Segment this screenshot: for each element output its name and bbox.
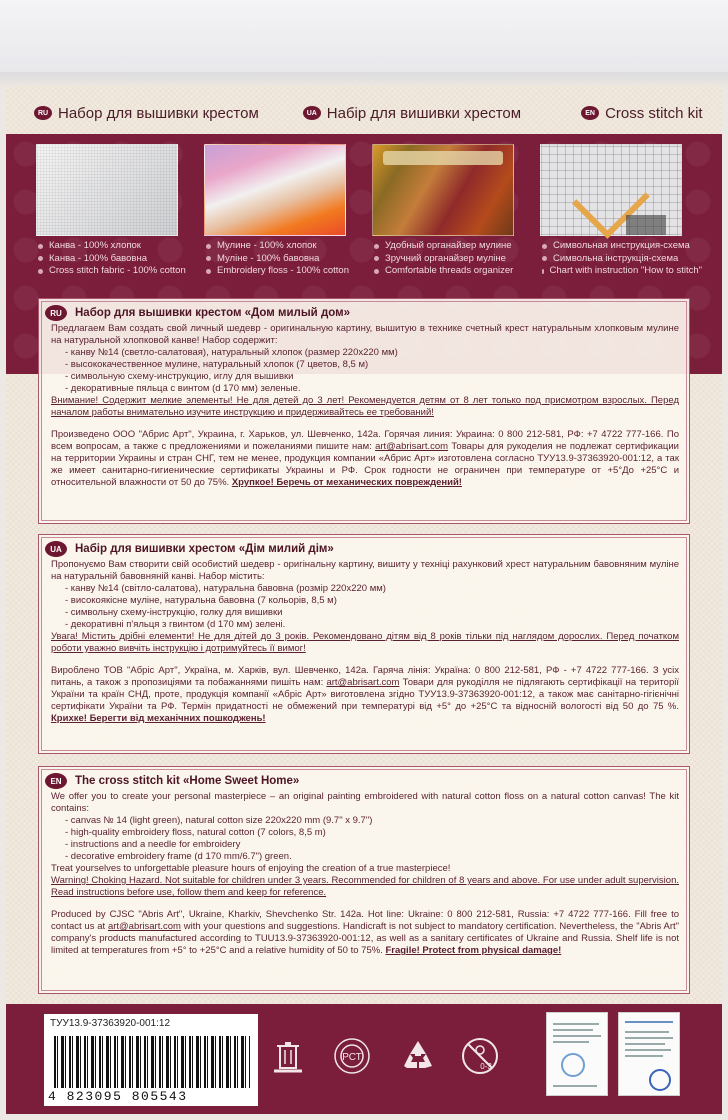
ru-item: - высококачественное мулине, натуральный хлопок (7 цветов, 8,5 м): [65, 359, 369, 370]
panel-en-title: The cross stitch kit «Home Sweet Home»: [75, 775, 300, 787]
caption-text: Канва - 100% хлопок: [49, 240, 141, 251]
en-item: - high-quality embroidery floss, natural cotton (7 colors, 8,5 m): [65, 827, 326, 838]
stamp-icon: [649, 1069, 671, 1091]
ru-email-link[interactable]: art@abrisart.com: [375, 441, 449, 452]
lang-badge-ru: RU: [34, 106, 52, 120]
ru-item: - канву №14 (светло-салатовая), натуральный хлопок (размер 220х220 мм): [65, 347, 398, 358]
bullet-icon: [542, 244, 547, 249]
ru-warning: Внимание! Содержит мелкие элементы! Не для детей до 3 лет! Рекомендуется детям от 8 лет только под присмотром взрослых. Перед началом работы внимательно изучите инструкцию и придерживайтесь ее требований!: [51, 395, 679, 418]
caption: [206, 253, 366, 266]
certification-mark-icon: [332, 1036, 372, 1076]
caption: [38, 240, 198, 253]
bullet-icon: [374, 269, 379, 274]
caption: [542, 253, 702, 266]
barcode-number: 4 823095 805543: [48, 1089, 188, 1104]
title-ru-text: Набор для вышивки крестом: [58, 104, 259, 122]
cert-mark-text: РСТ: [342, 1052, 362, 1063]
caption: [542, 240, 702, 253]
title-en-text: Cross stitch kit: [605, 104, 703, 122]
feature-captions-1: [38, 240, 198, 278]
en-producer-b: with your questions and suggestions. Handicraft is not subject to mandatory certification. Nevertheless, the "Abris Art" company's products manufactured according to TUU13.9-37363920-001:12, as well as a sanitary certificates of Ukraine and Russia. Shelf life is not limited at temperatures from +5° to +25°C and a relative humidity of 50 to 75%.: [51, 921, 680, 956]
caption: [542, 265, 702, 278]
panel-en: [38, 766, 690, 994]
caption: [206, 240, 366, 253]
en-item: - canvas № 14 (light green), natural cotton size 220x220 mm (9.7" x 9.7"): [65, 815, 373, 826]
certificate-doc-1: [546, 1012, 608, 1096]
feature-captions-3: [374, 240, 534, 278]
title-en: [581, 105, 703, 122]
ru-producer-a: Произведено ООО "Абрис Арт", Украина, г. Харьков, ул. Шевченко, 142а. Горячая линия: Украина: 0 800 212-581, РФ: +7 4722 777-166. По всем вопросам, а также с предложениями и пожеланиями пишите нам:: [51, 429, 679, 452]
caption-text: Chart with instruction "How to stitch": [549, 265, 702, 276]
embroidery-floss-image: [204, 144, 346, 236]
panel-ru: [38, 298, 690, 524]
caption: [38, 265, 198, 278]
seal-icon: [561, 1053, 585, 1077]
tu-code: ТУУ13.9-37363920-001:12: [50, 1018, 171, 1029]
stitch-chart-image: [540, 144, 682, 236]
organizer-card: [383, 151, 503, 165]
title-ua-text: Набір для вишивки хрестом: [326, 104, 522, 122]
ua-item: - канву №14 (світло-салатова), натуральна бавовна (розмір 220х220 мм): [65, 583, 386, 594]
barcode-icon: [54, 1036, 250, 1088]
ua-producer: [51, 665, 679, 725]
caption: [374, 253, 534, 266]
recycle-bin-icon: [268, 1036, 308, 1076]
barcode-label: [44, 1014, 258, 1106]
lang-badge-en: EN: [581, 106, 599, 120]
panel-en-header: [45, 773, 299, 789]
caption-text: Comfortable threads organizer: [385, 265, 514, 276]
caption: [206, 265, 366, 278]
caption-text: Муліне - 100% бавовна: [217, 252, 320, 264]
ua-email-link[interactable]: art@abrisart.com: [326, 677, 400, 688]
panel-en-body: [51, 791, 679, 957]
bullet-icon: [542, 256, 547, 261]
bullet-icon: [206, 244, 211, 249]
caption-text: Зручний органайзер муліне: [385, 252, 506, 264]
ua-item: - декоративні п'яльця з гвинтом (d 170 мм) зелені.: [65, 619, 286, 630]
panel-ua: [38, 534, 690, 754]
lang-badge-ua: UA: [45, 541, 67, 557]
bullet-icon: [542, 269, 544, 274]
en-warning: Warning! Choking Hazard. Not suitable for children under 3 years. Recommended for children of 8 years and above. For use under adult supervision. Read instructions before use, follow them and keep for reference.: [51, 875, 679, 898]
ru-item: - символьную схему-инструкцию, иглу для вышивки: [65, 371, 294, 382]
en-producer-a: Produced by CJSC "Abris Art", Ukraine, Kharkiv, Shevchenko Str. 142a. Hot line: Ukraine: 0 800 212-581, Russia: +7 4722 777-166. Fill free to contact us at: [51, 909, 679, 932]
en-treat: Treat yourselves to unforgettable pleasure hours of enjoying the creation of a true masterpiece!: [51, 863, 451, 874]
spacer: [51, 419, 679, 429]
caption: [38, 253, 198, 266]
ua-item: - символьну схему-інструкцію, голку для вишивки: [65, 607, 283, 618]
ua-item: - високоякісне муліне, натуральна бавовна (7 кольорів, 8,5 м): [65, 595, 337, 606]
bullet-icon: [38, 256, 43, 261]
caption-text: Символьная инструкция-схема: [553, 240, 690, 251]
bullet-icon: [38, 269, 43, 274]
chart-motif-shadow: [626, 215, 666, 235]
recycle-icon: [398, 1036, 438, 1076]
en-fragile: Fragile! Protect from physical damage!: [385, 945, 562, 956]
panel-ua-title: Набір для вишивки хрестом «Дім милий дім»: [75, 543, 334, 555]
bullet-icon: [374, 244, 379, 249]
panel-ru-header: [45, 305, 350, 321]
spacer: [51, 899, 679, 909]
en-item: - instructions and a needle for embroidery: [65, 839, 241, 850]
ru-item: - декоративные пяльца с винтом (d 170 мм) зеленые.: [65, 383, 301, 394]
feature-captions-2: [206, 240, 366, 278]
package-back: [6, 86, 722, 1114]
age-label: 0-3: [480, 1062, 492, 1071]
caption-text: Символьна інструкція-схема: [553, 252, 679, 264]
panel-ua-body: [51, 559, 679, 725]
en-email-link[interactable]: art@abrisart.com: [107, 921, 181, 932]
caption-text: Cross stitch fabric - 100% cotton: [49, 265, 186, 276]
ua-producer-b: Товари для рукоділля не підлягають сертифікації на території України та країн СНД, проте, продукція компанії «Абріс Арт» виготовлена згідно ТУУ13.9-37363920-001:12, а також має санітарно-гігієнічні сертифікати України та РФ. Термін придатності не обмежений при температурі від +5° до +25°С та відносній вологості від 50 до 75 %.: [51, 677, 679, 712]
ua-warning: Увага! Містить дрібні елементи! Не для дітей до 3 років. Рекомендовано дітям від 8 років тільки під наглядом дорослих. Перед початком роботи уважно вивчіть інструкцію і дотримуйтесь її вимог!: [51, 631, 679, 654]
caption-text: Канва - 100% бавовна: [49, 252, 147, 264]
spacer: [51, 655, 679, 665]
bullet-icon: [38, 244, 43, 249]
footer-band: [6, 1004, 722, 1114]
lang-badge-en: EN: [45, 773, 67, 789]
caption-text: Мулине - 100% хлопок: [217, 240, 317, 251]
lang-badge-ru: RU: [45, 305, 67, 321]
panel-ru-body: [51, 323, 679, 489]
ua-intro: Пропонуємо Вам створити свій особистий шедевр - оригінальну картину, вишиту у техніці рахунковий хрест натуральним бавовняним муліне на натуральній бавовняній канві. Набор містить:: [51, 559, 679, 582]
ru-fragile: Хрупкое! Беречь от механических повреждений!: [231, 477, 462, 488]
canvas-fabric-image: [36, 144, 178, 236]
en-item: - decorative embroidery frame (d 170 mm/6.7") green.: [65, 851, 292, 862]
caption-text: Удобный органайзер мулине: [385, 240, 512, 251]
ru-producer: [51, 429, 679, 489]
panel-ua-header: [45, 541, 334, 557]
caption: [374, 265, 534, 278]
feature-captions-4: [542, 240, 702, 278]
ru-intro: Предлагаем Вам создать свой личный шедевр - оригинальную картину, вышитую в технике счетный крест натуральным хлопковым мулине на натуральной хлопковой канве! Набор содержит:: [51, 323, 679, 346]
lang-badge-ua: UA: [303, 106, 321, 120]
title-ru: [34, 105, 259, 122]
en-producer: [51, 909, 679, 957]
ua-fragile: Крихке! Берегти від механічних пошкоджень!: [51, 713, 266, 724]
caption-text: Embroidery floss - 100% cotton: [217, 265, 350, 276]
age-warning-icon: [460, 1036, 500, 1076]
ru-producer-b: Товары для рукоделия не подлежат сертификации на территории Украины и стран СНГ, тем не менее, продукция компании «Абрис Арт» изготовлена согласно ТУУ13.9-37363920-001:12, а так же имеет санитарно-гигиенические сертификаты Украины и РФ. Срок годности не ограничен при температуре от +5°До +25°С и относительной влажности от 50 до 75%.: [51, 441, 679, 488]
bullet-icon: [206, 269, 211, 274]
en-intro: We offer you to create your personal masterpiece – an original painting embroidered with natural cotton floss on a natural cotton canvas! The kit contains:: [51, 791, 679, 814]
caption: [374, 240, 534, 253]
ua-producer-a: Вироблено ТОВ "Абріс Арт", Україна, м. Харків, вул. Шевченко, 142а. Гаряча лінія: Україна: 0 800 212-581, РФ - +7 4722 777-166. З усіх питань, а також з пропозиціями та побажаннями пишіть нам:: [51, 665, 679, 688]
threads-organizer-image: [372, 144, 514, 236]
bullet-icon: [374, 256, 379, 261]
title-strip: [6, 100, 722, 126]
title-ua: [303, 105, 521, 122]
bullet-icon: [206, 256, 211, 261]
certificate-doc-2: [618, 1012, 680, 1096]
panel-ru-title: Набор для вышивки крестом «Дом милый дом»: [75, 307, 351, 319]
